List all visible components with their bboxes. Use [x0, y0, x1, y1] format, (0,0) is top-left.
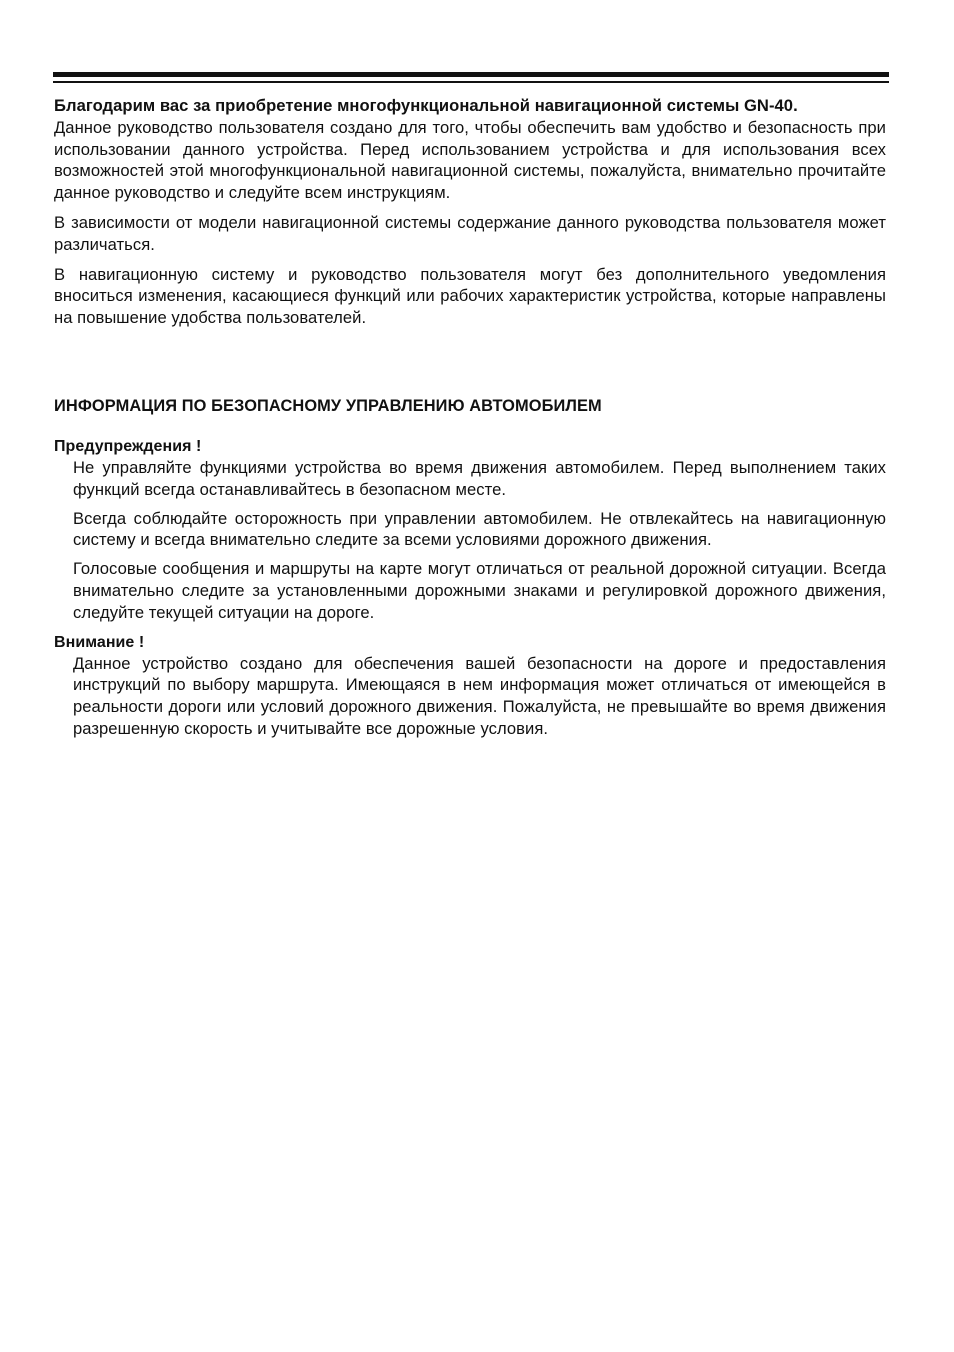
warning-item: Голосовые сообщения и маршруты на карте могут отличаться от реальной дорожной ситуации. Всегда внимательно следите за установленными дорожными знаками и регулировкой дорожного движения, следуйте текущей ситуации на дороге. — [73, 559, 886, 622]
intro-paragraph-3: В навигационную систему и руководство пользователя могут без дополнительного уведомления вноситься изменения, касающиеся функций или рабочих характеристик устройства, которые направлены на повышение удобства пользователей. — [54, 264, 886, 328]
warning-item: Всегда соблюдайте осторожность при управлении автомобилем. Не отвлекайтесь на навигационную систему и всегда внимательно следите за всеми условиями дорожного движения. — [73, 508, 886, 550]
safety-section-heading: ИНФОРМАЦИЯ ПО БЕЗОПАСНОМУ УПРАВЛЕНИЮ АВТОМОБИЛЕМ — [54, 396, 602, 415]
attention-text: Данное устройство создано для обеспечения вашей безопасности на дороге и предоставления инструкций по выбору маршрута. Имеющаяся в нем информация может отличаться от имеющейся в реальности дороги или условий дорожного движения. Пожалуйста, не превышайте во время движения разрешенную скорость и учитывайте все дорожные условия. — [73, 653, 886, 738]
page-content — [54, 95, 886, 747]
header-rule-thick — [53, 72, 889, 77]
intro-paragraph-2: В зависимости от модели навигационной системы содержание данного руководства пользователя может различаться. — [54, 212, 886, 254]
warning-item: Не управляйте функциями устройства во время движения автомобилем. Перед выполнением таких функций всегда останавливайтесь в безопасном месте. — [73, 457, 886, 499]
intro-paragraph-1: Данное руководство пользователя создано для того, чтобы обеспечить вам удобство и безопасность при использовании данного устройства. Перед использованием устройства и для использования всех возможностей этой многофункциональной навигационной системы, пожалуйста, внимательно прочитайте данное руководство и следуйте всем инструкциям. — [54, 117, 886, 203]
attention-heading: Внимание ! — [54, 633, 145, 651]
warnings-list — [54, 457, 886, 624]
warnings-heading: Предупреждения ! — [54, 437, 202, 455]
intro-thanks: Благодарим вас за приобретение многофункциональной навигационной системы GN-40. — [54, 96, 798, 115]
header-rule-thin — [53, 81, 889, 83]
attention-block — [54, 653, 886, 740]
